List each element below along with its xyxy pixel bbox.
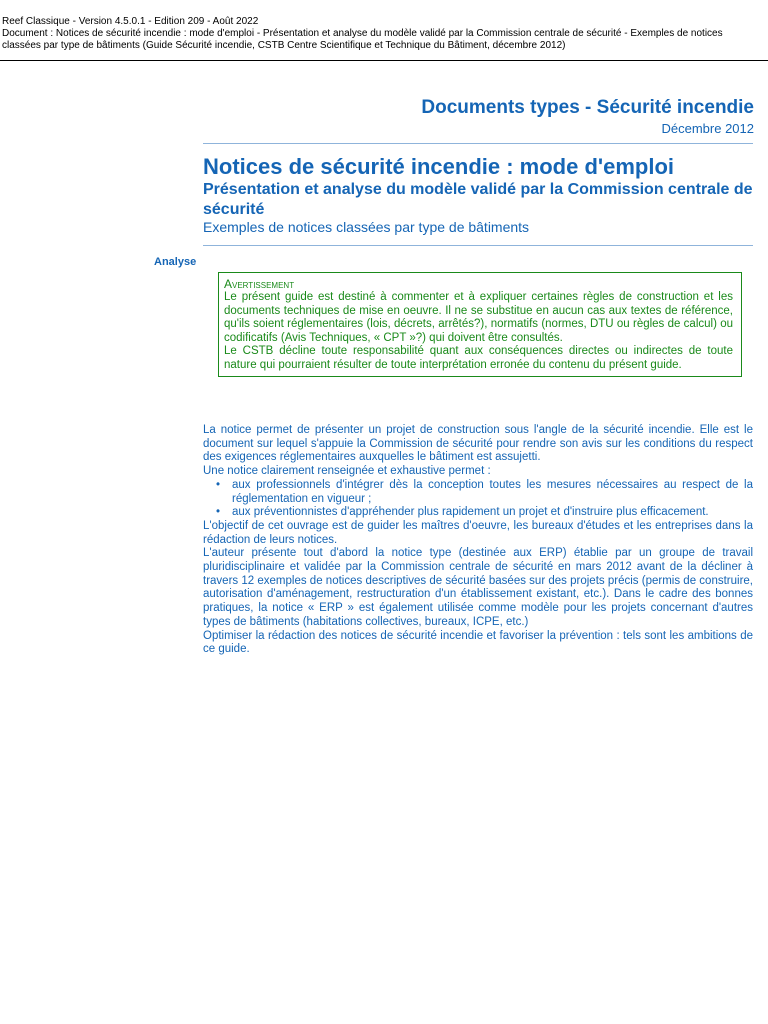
page-subtitle-secondary: Exemples de notices classées par type de bâtiments xyxy=(203,219,530,235)
warning-box xyxy=(218,272,742,377)
body-paragraph: L'auteur présente tout d'abord la notice type (destinée aux ERP) établie par un groupe de travail pluridisciplinaire et validée par la Commission centrale de sécurité en mars 2012 avant de la décliner à travers 12 exemples de notices descriptives de sécurité basées sur des projets précis (permis de construire, autorisation d'aménagement, restructuration d'un établissement existant, etc.). Dans le cadre des bonnes pratiques, la notice « ERP » est également utilisée comme modèle pour les projets concernant d'autres types de bâtiments (habitations collectives, bureaux, ICPE, etc.) xyxy=(203,547,753,628)
warning-paragraph: Le présent guide est destiné à commenter et à expliquer certaines règles de construction et les documents techniques de mise en oeuvre. Il ne se substitue en aucun cas aux textes de référence, qu'ils soient réglementaires (lois, décrets, arrêtés?), normatifs (normes, DTU ou règles de calcul) ou codificatifs (Avis Techniques, « CPT »?) qui doivent être consultés. xyxy=(224,291,733,344)
body-paragraph: L'objectif de cet ouvrage est de guider les maîtres d'oeuvre, les bureaux d'études et les entreprises dans la rédaction de leurs notices. xyxy=(203,519,753,546)
list-item-text: aux professionnels d'intégrer dès la conception toutes les mesures nécessaires au respect de la réglementation en vigueur ; xyxy=(232,478,753,505)
list-item xyxy=(216,478,753,506)
body-paragraph: Une notice clairement renseignée et exhaustive permet : xyxy=(203,465,491,478)
bullet-icon: • xyxy=(216,478,221,491)
page-header xyxy=(2,16,764,52)
body-paragraph: Optimiser la rédaction des notices de sécurité incendie et favoriser la prévention : tels sont les ambitions de ce guide. xyxy=(203,629,753,656)
benefits-list xyxy=(203,479,753,520)
section-label-analyse: Analyse xyxy=(154,256,197,268)
bullet-icon: • xyxy=(216,506,221,519)
title-top-divider xyxy=(203,143,753,144)
doc-date: Décembre 2012 xyxy=(661,121,754,136)
doc-type-title: Documents types - Sécurité incendie xyxy=(421,97,754,118)
warning-title: Avertissement xyxy=(224,277,295,291)
title-bottom-divider xyxy=(203,245,753,246)
header-line-version: Reef Classique - Version 4.5.0.1 - Edition 209 - Août 2022 xyxy=(2,16,259,27)
analysis-body xyxy=(203,424,753,657)
list-item-text: aux préventionnistes d'appréhender plus rapidement un projet et d'instruire plus efficacement. xyxy=(232,506,709,519)
warning-paragraph: Le CSTB décline toute responsabilité quant aux conséquences directes ou indirectes de toute nature qui pourraient résulter de toute interprétation erronée du contenu du présent guide. xyxy=(224,345,733,371)
page-subtitle: Présentation et analyse du modèle validé par la Commission centrale de sécurité xyxy=(203,181,753,218)
page-title: Notices de sécurité incendie : mode d'emploi xyxy=(203,154,675,179)
body-paragraph: La notice permet de présenter un projet de construction sous l'angle de la sécurité incendie. Elle est le document sur lequel s'appuie la Commission de sécurité pour rendre son avis sur les conditions du respect des exigences réglementaires auxquelles le bâtiment est assujetti. xyxy=(203,424,753,464)
header-divider xyxy=(0,60,768,61)
list-item xyxy=(216,506,753,520)
header-line-document: Document : Notices de sécurité incendie : mode d'emploi - Présentation et analyse du modèle validé par la Commission centrale de sécurité - Exemples de notices classées par type de bâtiments (Guide Sécurité incendie, CSTB Centre Scientifique et Technique du Bâtiment, décembre 2012) xyxy=(2,28,723,51)
